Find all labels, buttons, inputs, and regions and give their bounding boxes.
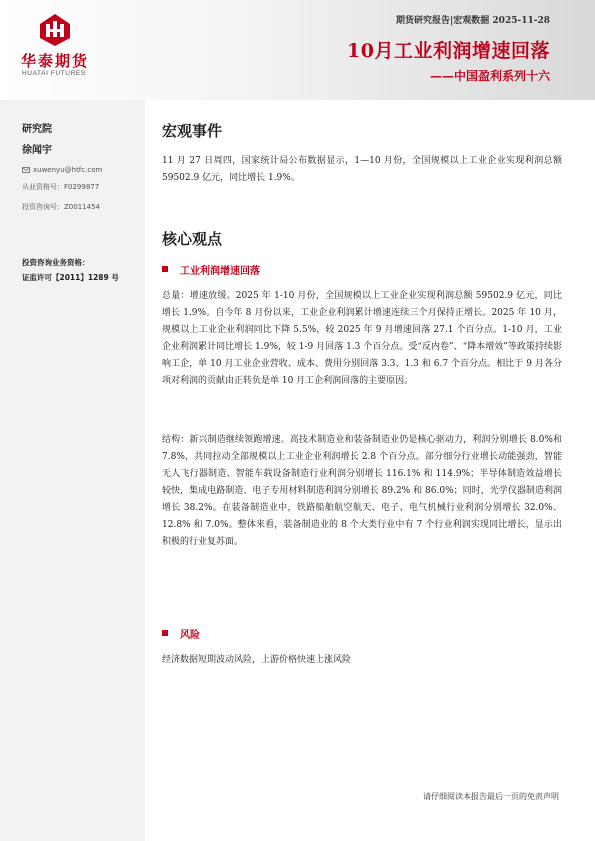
huatai-logo-icon [40,14,70,46]
red-square-bullet-icon [162,630,168,636]
risk-text: 经济数据短期波动风险，上游价格快速上涨风险 [162,655,352,665]
structure-analysis-paragraph: 结构：新兴制造继续领跑增速。高技术制造业和装备制造业仍是核心驱动力，利润分别增长 8.0%和 7.8%，共同拉动全部规模以上工业企业利润增长 2.8 个百分点。部分细分行业增长动能强劲，智能无人飞行器制造、智能车载设备制造行业利润分别增长 116.1% 和 114.9%；半导体制造效益增长较快，集成电路制造、电子专用材料制造利润分别增长 89.2% 和 86.0%；同时，光学仪器制造利润增长 38.2%。在装备制造业中，铁路船舶航空航天、电子、电气机械行业利润分别增长 32.0%、12.8% 和 7.0%。整体来看，装备制造业的 8 个大类行业中有 7 个行业利润实现同比增长，显示出积极的行业复苏面。 [162,435,562,547]
report-category-date: 期货研究报告|宏观数据 2025-11-28 [396,16,550,26]
practice-license: 从业资格号：F0299877 [22,183,100,191]
disclaimer-note: 请仔细阅读本报告最后一页的免责声明 [423,792,559,801]
advisory-license: 投资咨询号：Z0011454 [22,203,100,211]
report-title: 10月工业利润增速回落 [347,40,550,62]
section-profit-slowdown [162,262,260,276]
analyst-email[interactable]: xuwenyu@htfc.com [33,166,103,174]
analyst-name: 徐闻宇 [22,145,52,156]
logo-english-name: HUATAI FUTURES [22,70,86,77]
macro-event-text: 11 月 27 日周四，国家统计局公布数据显示，1—10 月份，全国规模以上工业企业实现利润总额 59502.9 亿元，同比增长 1.9%。 [162,156,562,183]
department-label: 研究院 [22,124,52,135]
red-square-bullet-icon [162,266,168,272]
core-views-heading: 核心观点 [162,230,223,248]
section-profit-slowdown-title: 工业利润增速回落 [180,265,260,277]
total-analysis-paragraph: 总量：增速放缓。2025 年 1-10 月份，全国规模以上工业企业实现利润总额 59502.9 亿元，同比增长 1.9%。自今年 8 月份以来，工业企业利润累计增速连续三个月保持正增长。2025 年 10 月，规模以上工业企业利润同比下降 5.5%，较 2025 年 9 月增速回落 27.1 个百分点。1-10 月，工业企业利润累计同比增长 1.9%，较 1-9 月回落 1.3 个百分点。受“反内卷”、“降本增效”等政策持续影响工企，单 10 月工业企业营收、成本、费用分别回落 3.3、1.3 和 6.7 个百分点。相比于 9 月各分项对利润的贡献由正转负是单 10 月工企利润回落的主要原因。 [162,291,562,386]
qualification-label: 投资咨询业务资格： [22,258,90,267]
section-risk-title: 风险 [180,629,200,641]
logo-chinese-name: 华泰期货 [21,52,90,70]
envelope-icon [22,167,30,173]
section-risk [162,626,200,640]
analyst-email-row [22,166,102,174]
analyst-sidebar [0,100,145,841]
macro-event-heading: 宏观事件 [162,122,223,140]
report-header [0,0,595,100]
qualification-value: 证监许可【2011】1289 号 [22,273,119,282]
report-subtitle: ——中国盈利系列十六 [429,69,550,83]
